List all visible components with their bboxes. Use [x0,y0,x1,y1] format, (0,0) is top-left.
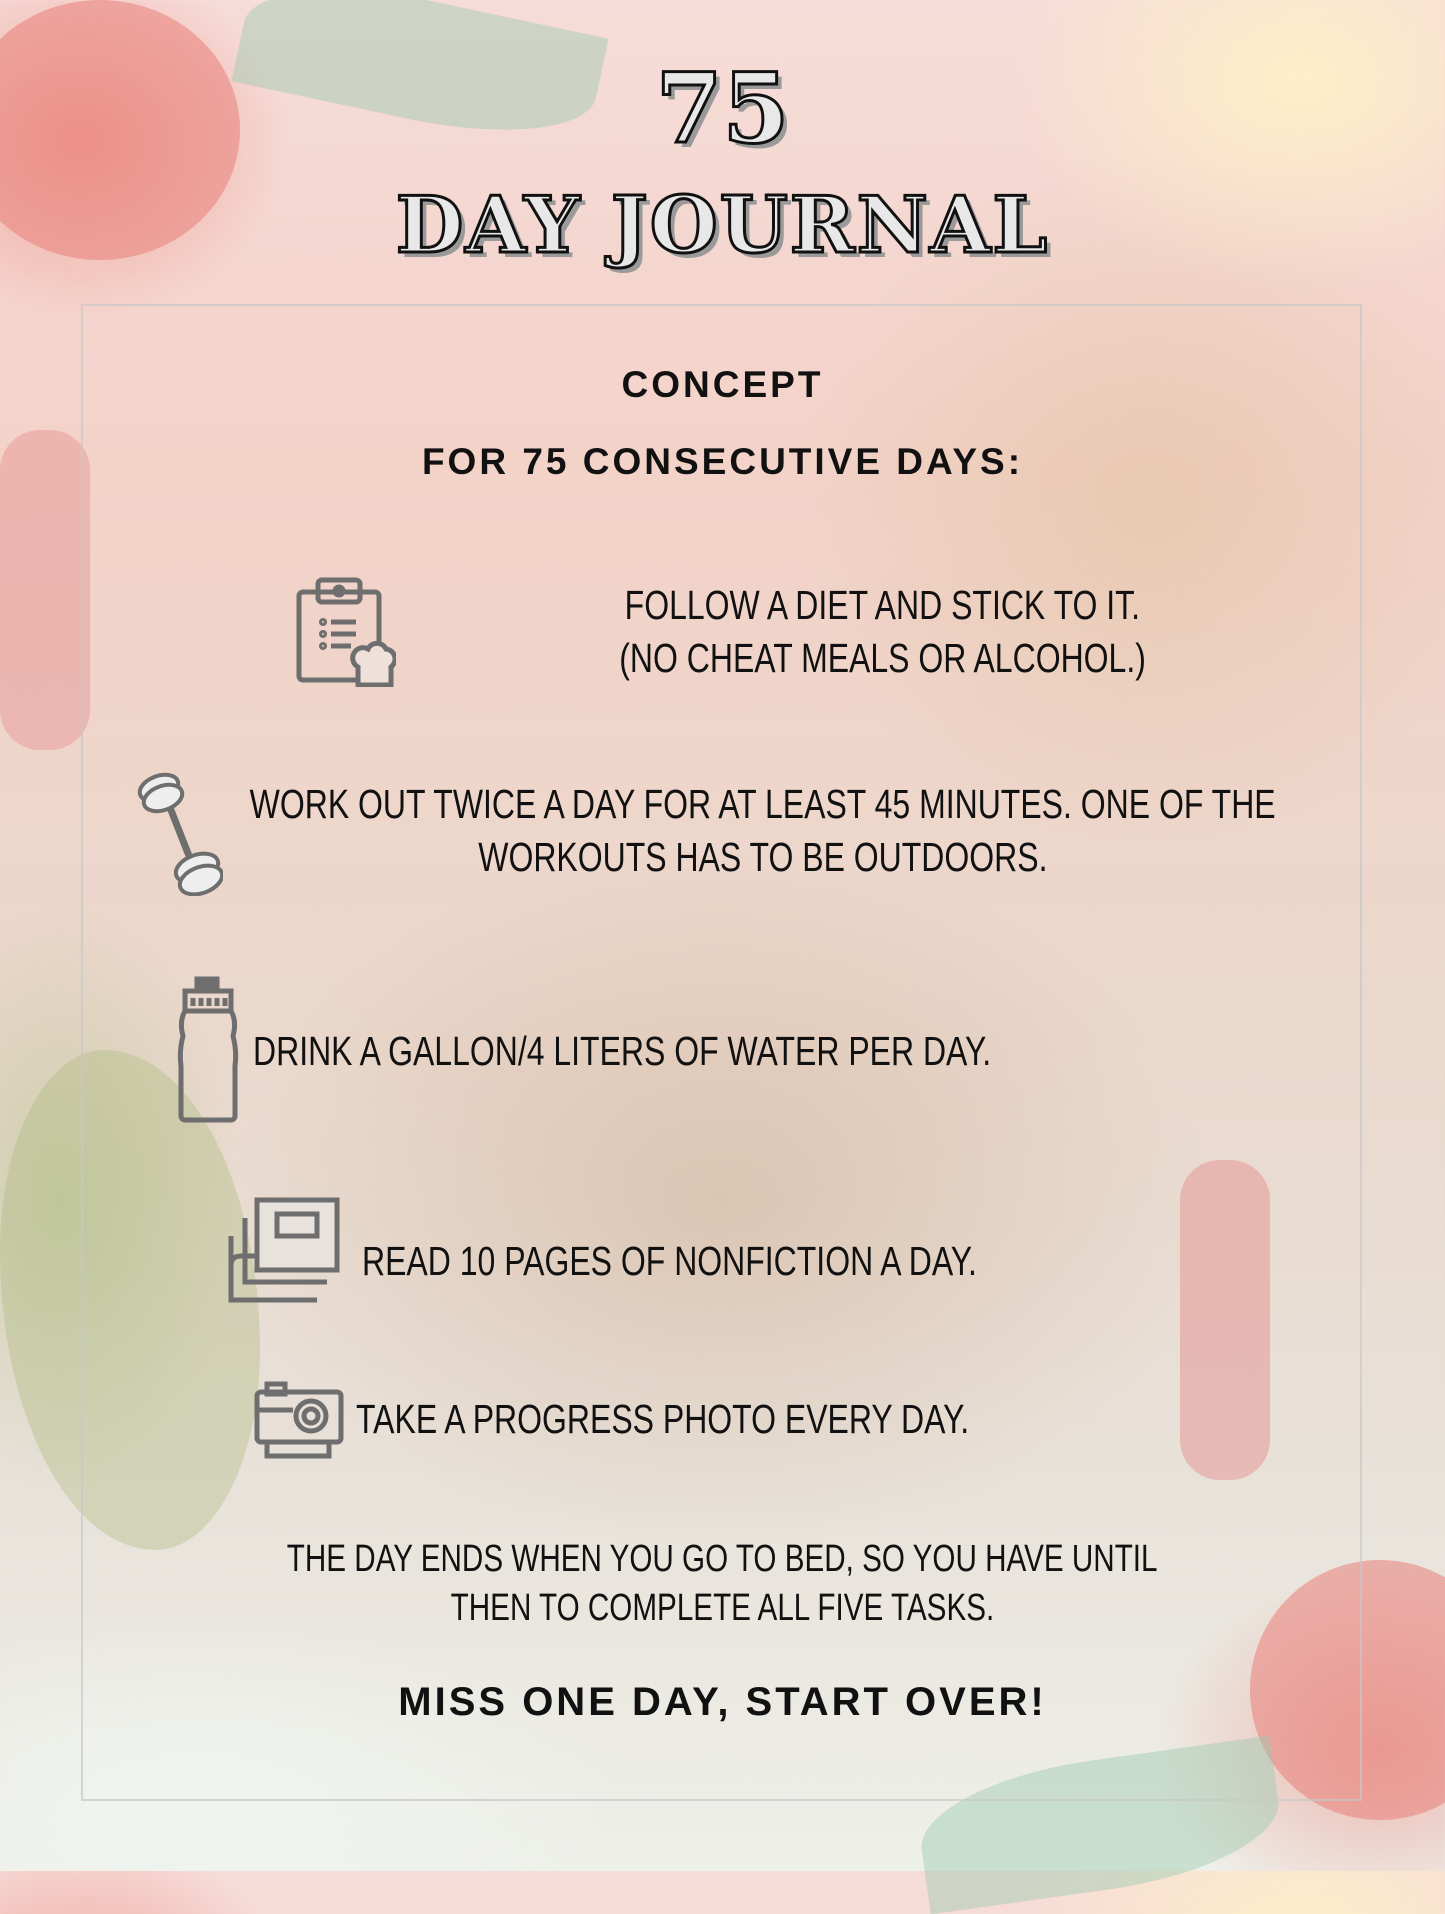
task-3-text [253,1028,1199,1075]
title-subtitle: DAY JOURNAL [395,180,1050,271]
tagline: MISS ONE DAY, START OVER! [398,1680,1047,1724]
task-2-text [40,781,1445,881]
water-bottle-icon [177,976,239,1124]
title-number: 75 [655,52,790,165]
task-3-line-1: DRINK A GALLON/4 LITERS OF WATER PER DAY. [253,1028,992,1074]
concept-subheading: FOR 75 CONSECUTIVE DAYS: [421,441,1024,482]
concept-heading: CONCEPT [621,364,824,405]
camera-icon [253,1380,345,1460]
task-4-text [362,1238,1150,1285]
task-4-line-1: READ 10 PAGES OF NONFICTION A DAY. [362,1238,977,1284]
task-1-line-1: FOLLOW A DIET AND STICK TO IT. [624,582,1141,628]
footer-line-2: THEN TO COMPLETE ALL FIVE TASKS. [450,1587,995,1629]
task-2-line-1: WORK OUT TWICE A DAY FOR AT LEAST 45 MINUTES. ONE OF THE [249,781,1276,827]
task-2-line-2: WORKOUTS HAS TO BE OUTDOORS. [477,834,1048,880]
books-icon [227,1196,343,1306]
task-5-text [356,1396,1142,1443]
task-1-text [160,582,1445,682]
task-5-line-1: TAKE A PROGRESS PHOTO EVERY DAY. [356,1396,970,1442]
task-1-line-2: (NO CHEAT MEALS OR ALCOHOL.) [619,635,1146,681]
footer-line-1: THE DAY ENDS WHEN YOU GO TO BED, SO YOU HAVE UNTIL [287,1538,1158,1580]
footer-note [0,1538,1445,1630]
